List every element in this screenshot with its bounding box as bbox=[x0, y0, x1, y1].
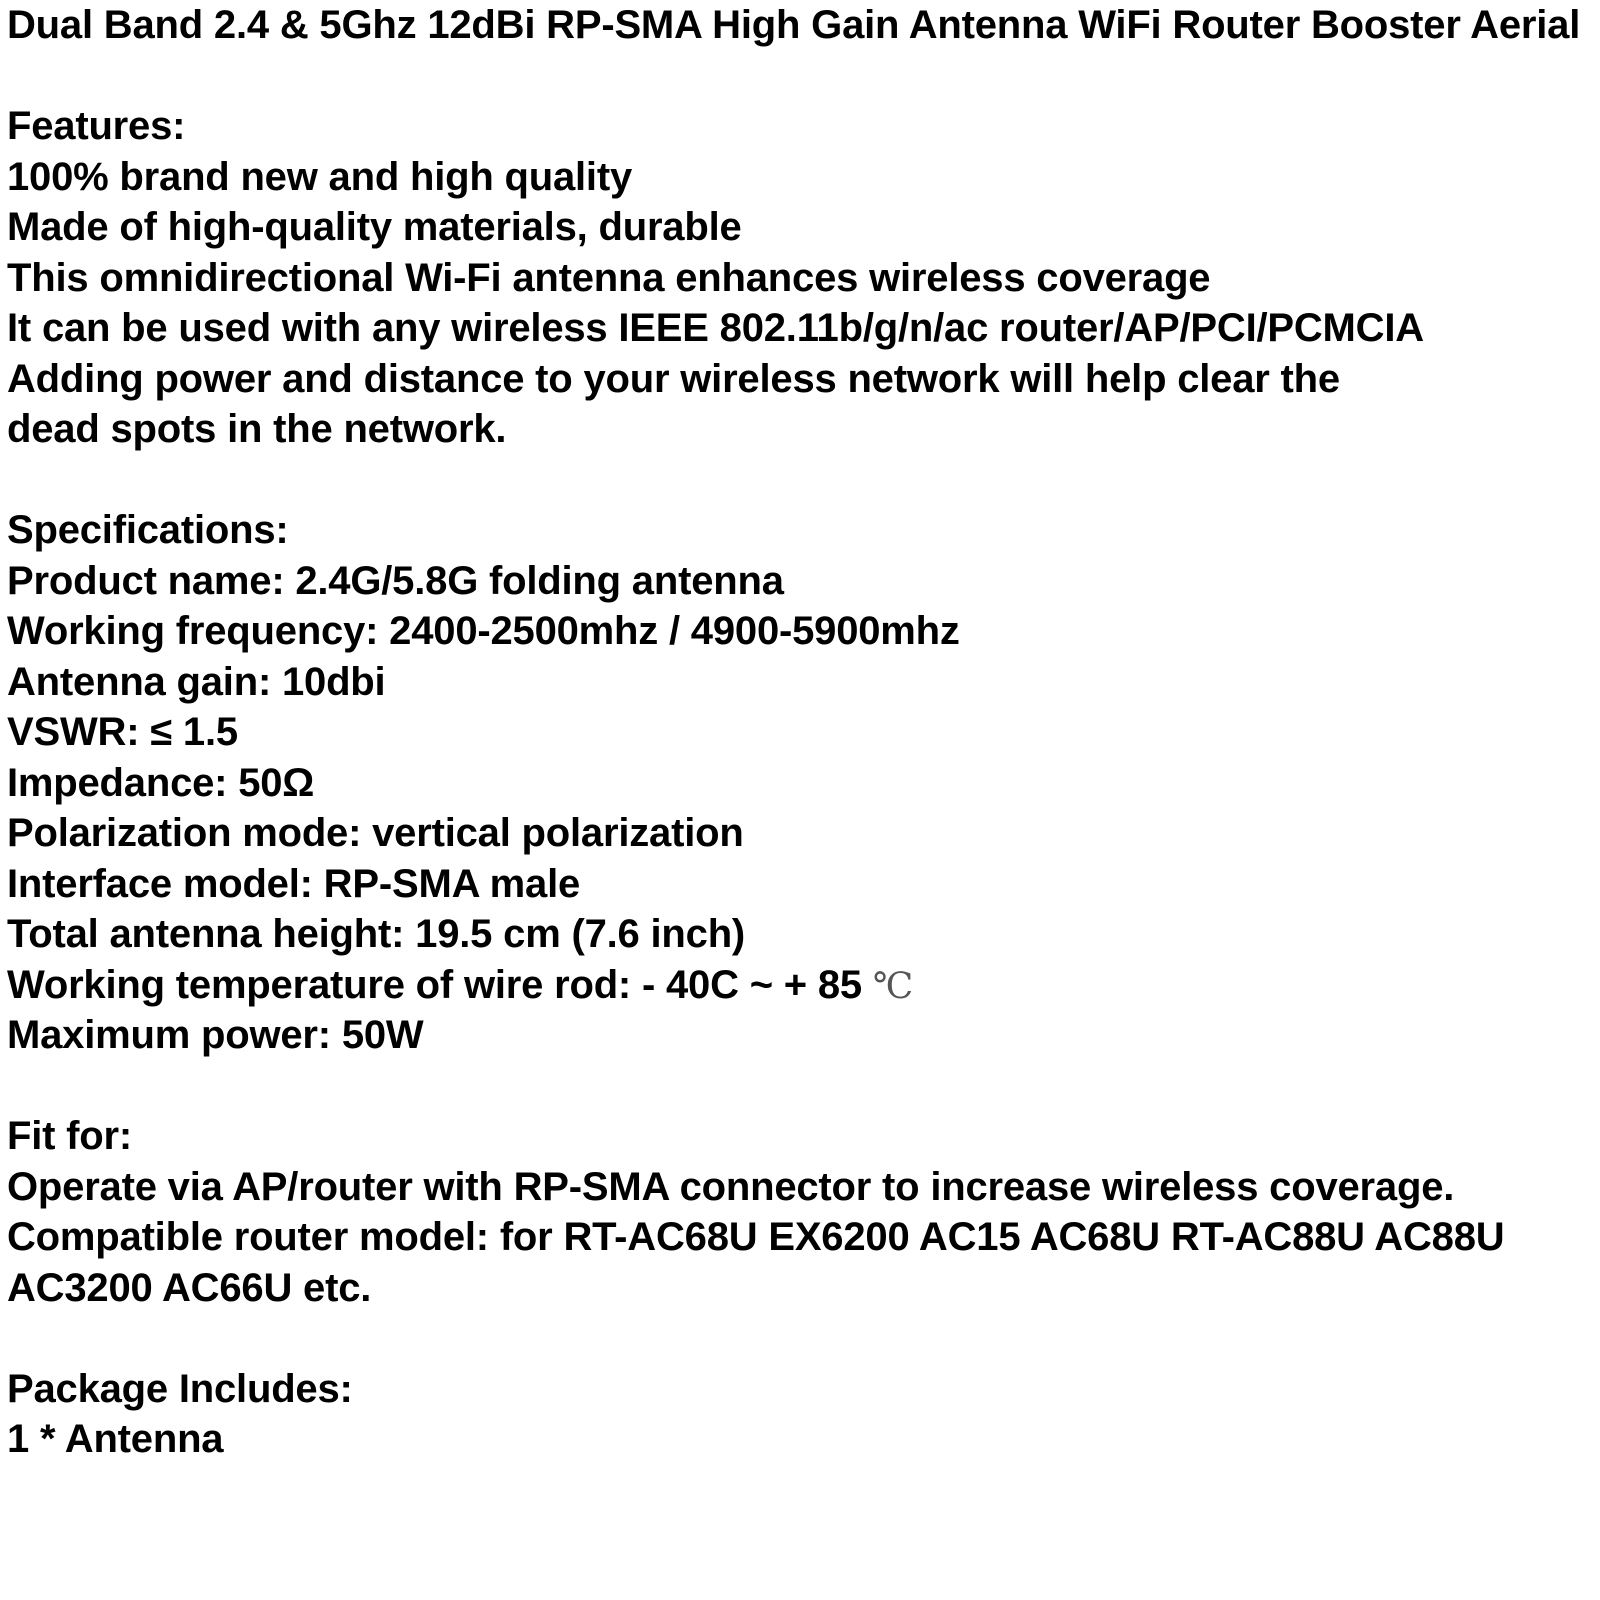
specifications-heading: Specifications: bbox=[7, 508, 289, 552]
feature-line: Adding power and distance to your wireless network will help clear the bbox=[7, 356, 1340, 401]
fit-for-line: AC3200 AC66U etc. bbox=[7, 1265, 372, 1310]
product-title: Dual Band 2.4 & 5Ghz 12dBi RP-SMA High Gain Antenna WiFi Router Booster Aerial bbox=[7, 3, 1581, 47]
spec-line: Antenna gain: 10dbi bbox=[7, 659, 386, 704]
spec-line: Impedance: 50Ω bbox=[7, 760, 315, 805]
fit-for-line: Compatible router model: for RT-AC68U EX6200 AC15 AC68U RT-AC88U AC88U bbox=[7, 1215, 1505, 1259]
blank-line bbox=[7, 455, 1592, 506]
spec-temperature-text: Working temperature of wire rod: - 40C ~ + 85 bbox=[7, 962, 873, 1007]
product-description-document bbox=[7, 0, 1592, 1465]
feature-line: This omnidirectional Wi-Fi antenna enhances wireless coverage bbox=[7, 255, 1211, 300]
feature-line: 100% brand new and high quality bbox=[7, 154, 633, 199]
spec-line: Maximum power: 50W bbox=[7, 1013, 424, 1057]
package-line: 1 * Antenna bbox=[7, 1417, 224, 1461]
package-heading: Package Includes: bbox=[7, 1366, 353, 1411]
feature-line: Made of high-quality materials, durable bbox=[7, 205, 742, 249]
spec-line: Product name: 2.4G/5.8G folding antenna bbox=[7, 558, 784, 603]
spec-line: Polarization mode: vertical polarization bbox=[7, 811, 744, 855]
feature-line: It can be used with any wireless IEEE 802.11b/g/n/ac router/AP/PCI/PCMCIA bbox=[7, 306, 1424, 350]
spec-line: Total antenna height: 19.5 cm (7.6 inch) bbox=[7, 912, 746, 956]
spec-temperature-line bbox=[7, 960, 1592, 1011]
spec-line: VSWR: ≤ 1.5 bbox=[7, 710, 238, 754]
celsius-symbol: ℃ bbox=[872, 965, 913, 1007]
fit-for-line: Operate via AP/router with RP-SMA connector to increase wireless coverage. bbox=[7, 1164, 1455, 1209]
feature-line: dead spots in the network. bbox=[7, 407, 507, 451]
fit-for-heading: Fit for: bbox=[7, 1114, 133, 1158]
spec-line: Working frequency: 2400-2500mhz / 4900-5900mhz bbox=[7, 609, 960, 653]
blank-line bbox=[7, 1313, 1592, 1364]
spec-line: Interface model: RP-SMA male bbox=[7, 861, 581, 906]
features-heading: Features: bbox=[7, 104, 186, 148]
blank-line bbox=[7, 51, 1592, 102]
blank-line bbox=[7, 1061, 1592, 1112]
